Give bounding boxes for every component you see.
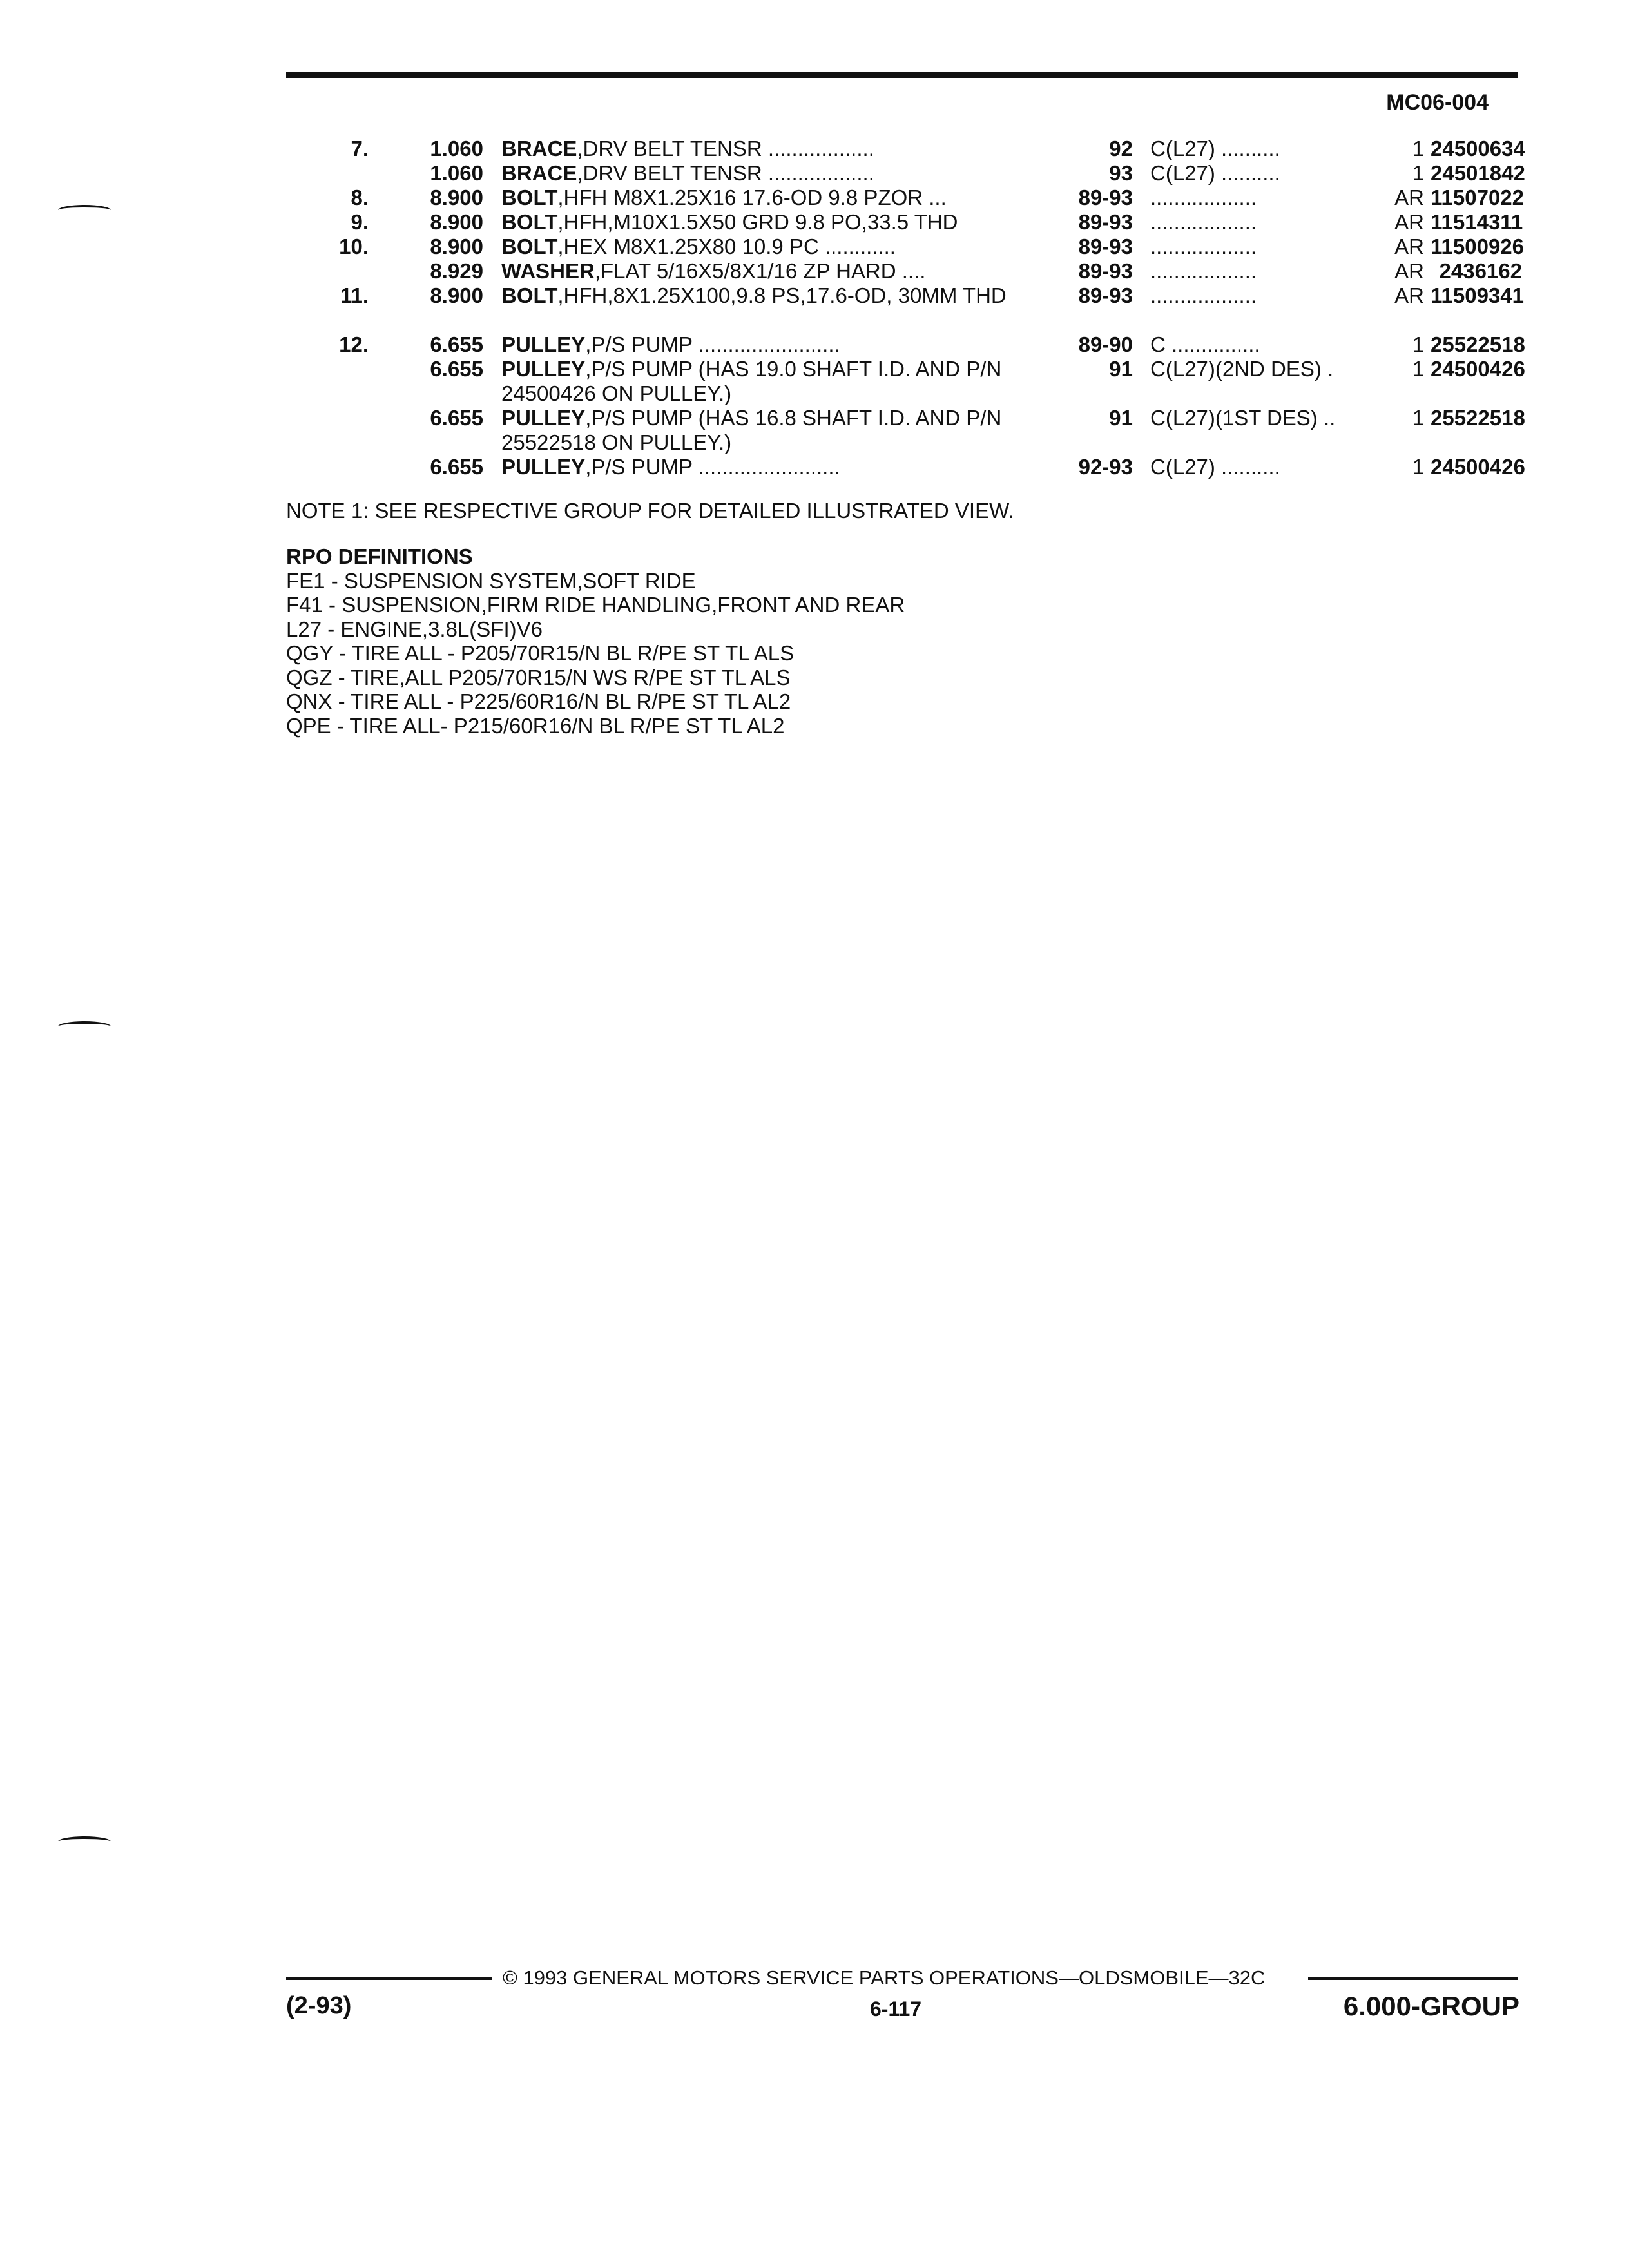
part-name: BOLT [501,210,558,234]
group-number: 1.060 [430,161,483,185]
part-name: PULLEY [501,357,586,381]
rpo-line: L27 - ENGINE,3.8L(SFI)V6 [286,617,543,641]
part-description [501,455,1055,479]
part-detail: ,DRV BELT TENSR .................. [577,161,874,185]
part-row [284,161,1525,186]
binder-hole-mark [58,1836,111,1847]
part-row [284,332,1525,357]
part-row [284,186,1525,210]
ref-number: 12. [339,332,369,356]
part-row [284,235,1525,259]
part-name: BOLT [501,284,558,307]
part-description [501,161,1055,186]
rpo-definitions [286,544,905,738]
model-years: 92 [1109,137,1133,160]
copyright-line: © 1993 GENERAL MOTORS SERVICE PARTS OPERATIONS—OLDSMOBILE—32C [503,1966,1266,1989]
application: .................. [1150,235,1257,258]
part-detail: ,HFH,8X1.25X100,9.8 PS,17.6-OD, 30MM THD [557,284,1007,307]
footer-rule-right [1308,1977,1518,1980]
part-detail: ,HFH,M10X1.5X50 GRD 9.8 PO,33.5 THD [557,210,958,234]
header-rule [286,72,1518,78]
ref-number: 11. [340,284,369,307]
application: C(L27) .......... [1150,137,1280,160]
model-years: 91 [1109,406,1133,430]
part-detail: ,P/S PUMP ........................ [585,455,840,479]
part-number: 24500634 [1431,137,1525,160]
application: C(L27) .......... [1150,161,1280,185]
model-years: 92-93 [1078,455,1133,479]
part-name: PULLEY [501,332,586,356]
part-detail: ,HEX M8X1.25X80 10.9 PC ............ [557,235,896,258]
part-name: PULLEY [501,406,586,430]
rpo-line: QGZ - TIRE,ALL P205/70R15/N WS R/PE ST TL ALS [286,665,791,689]
part-name: BRACE [501,161,577,185]
part-description [501,332,1055,357]
part-number: 24501842 [1431,161,1525,185]
rpo-title: RPO DEFINITIONS [286,544,473,568]
part-number: 25522518 [1431,332,1525,356]
application: .................. [1150,210,1257,234]
note: NOTE 1: SEE RESPECTIVE GROUP FOR DETAILED ILLUSTRATED VIEW. [286,499,1014,523]
application: .................. [1150,284,1257,307]
part-number: 11509341 [1431,284,1525,307]
ref-number: 7. [351,137,369,160]
document-code: MC06-004 [1386,90,1489,115]
application: C(L27)(2ND DES) . [1150,357,1334,381]
parts-list [284,137,1525,479]
part-name: PULLEY [501,455,586,479]
part-detail: ,P/S PUMP ........................ [585,332,840,356]
application: .................. [1150,259,1257,283]
rpo-line: QNX - TIRE ALL - P225/60R16/N BL R/PE ST TL AL2 [286,689,791,713]
part-number: 11500926 [1431,235,1525,258]
group-label: 6.000-GROUP [1343,1991,1519,2021]
ref-number: 10. [339,235,369,258]
page-number: 6-117 [870,1997,922,2021]
model-years: 89-93 [1078,235,1133,258]
quantity: 1 [1412,357,1424,381]
model-years: 91 [1109,357,1133,381]
binder-hole-mark [58,1021,111,1032]
revision-date: (2-93) [286,1992,352,2019]
part-number: 2436162 [1439,259,1522,283]
part-detail: ,P/S PUMP (HAS 19.0 SHAFT I.D. AND P/N 24500426 ON PULLEY.) [501,357,1002,405]
group-number: 6.655 [430,332,483,356]
quantity: 1 [1412,406,1424,430]
rpo-line: QGY - TIRE ALL - P205/70R15/N BL R/PE ST TL ALS [286,641,795,665]
part-row [284,455,1525,479]
group-number: 1.060 [430,137,483,160]
part-number: 11507022 [1431,186,1525,209]
quantity: AR [1394,186,1424,209]
part-name: BRACE [501,137,577,160]
part-description [501,235,1055,259]
quantity: AR [1394,284,1424,307]
part-description [501,186,1055,210]
part-row [284,357,1525,406]
model-years: 89-90 [1078,332,1133,356]
group-number: 6.655 [430,406,483,430]
quantity: 1 [1412,332,1424,356]
group-number: 8.900 [430,186,483,209]
application: C ............... [1150,332,1260,356]
quantity: 1 [1412,161,1424,185]
part-description [501,137,1055,161]
part-row [284,259,1521,284]
group-number: 6.655 [430,357,483,381]
group-number: 8.900 [430,235,483,258]
quantity: AR [1394,259,1424,283]
part-row [284,210,1521,235]
part-description [501,259,1055,284]
part-name: BOLT [501,186,558,209]
part-detail: ,HFH M8X1.25X16 17.6-OD 9.8 PZOR ... [557,186,947,209]
part-name: WASHER [501,259,595,283]
part-name: BOLT [501,235,558,258]
part-description [501,406,1030,455]
model-years: 89-93 [1078,186,1133,209]
part-number: 24500426 [1431,455,1525,479]
application: C(L27)(1ST DES) .. [1150,406,1336,430]
ref-number: 9. [351,210,369,234]
part-number: 24500426 [1431,357,1525,381]
rpo-line: F41 - SUSPENSION,FIRM RIDE HANDLING,FRONT AND REAR [286,593,905,617]
part-description [501,357,1030,406]
footer-rule-left [286,1977,492,1980]
rpo-line: QPE - TIRE ALL- P215/60R16/N BL R/PE ST TL AL2 [286,713,785,738]
part-detail: ,P/S PUMP (HAS 16.8 SHAFT I.D. AND P/N 25522518 ON PULLEY.) [501,406,1002,454]
part-number: 11514311 [1431,210,1523,234]
application: .................. [1150,186,1257,209]
part-number: 25522518 [1431,406,1525,430]
part-row [284,137,1525,161]
part-detail: ,DRV BELT TENSR .................. [577,137,874,160]
part-description [501,210,1055,235]
model-years: 89-93 [1078,284,1133,307]
quantity: 1 [1412,455,1424,479]
model-years: 89-93 [1078,259,1133,283]
part-row [284,284,1525,332]
quantity: AR [1394,235,1424,258]
part-description [501,284,1036,308]
group-number: 6.655 [430,455,483,479]
group-number: 8.900 [430,284,483,307]
quantity: 1 [1412,137,1424,160]
ref-number: 8. [351,186,369,209]
part-row [284,406,1525,455]
rpo-line: FE1 - SUSPENSION SYSTEM,SOFT RIDE [286,568,696,593]
model-years: 93 [1109,161,1133,185]
quantity: AR [1394,210,1424,234]
model-years: 89-93 [1078,210,1133,234]
application: C(L27) .......... [1150,455,1280,479]
binder-hole-mark [58,205,111,215]
group-number: 8.929 [430,259,483,283]
part-detail: ,FLAT 5/16X5/8X1/16 ZP HARD .... [594,259,926,283]
group-number: 8.900 [430,210,483,234]
